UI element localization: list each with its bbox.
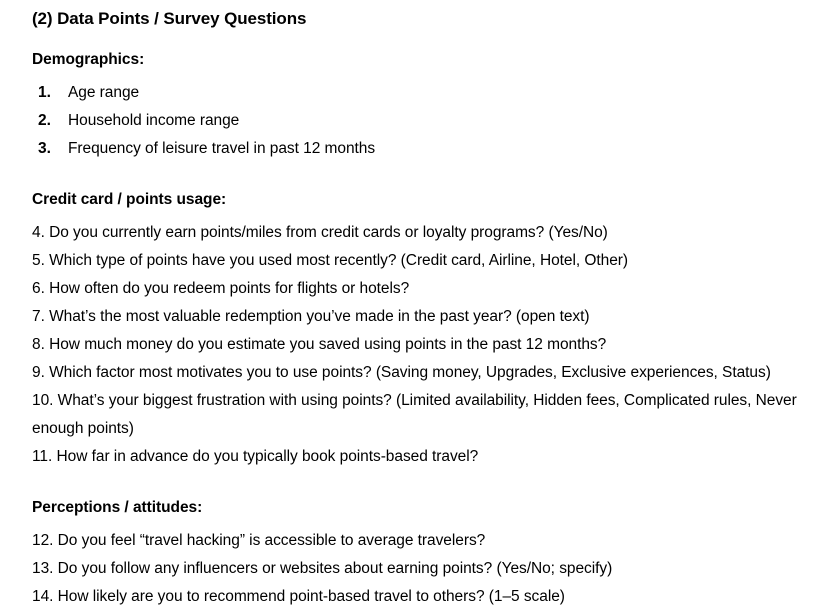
document-content <box>32 8 804 611</box>
survey-question-12: 12. Do you feel “travel hacking” is accessible to average travelers? <box>32 532 486 549</box>
survey-question-7: 7. What’s the most valuable redemption you’ve made in the past year? (open text) <box>32 308 590 325</box>
list-item: Household income range <box>68 112 240 129</box>
survey-question-10: 10. What’s your biggest frustration with using points? (Limited availability, Hidden fees, Complicated rules, Never enough points) <box>32 392 797 437</box>
survey-question-5: 5. Which type of points have you used most recently? (Credit card, Airline, Hotel, Other) <box>32 252 629 269</box>
survey-question-4: 4. Do you currently earn points/miles from credit cards or loyalty programs? (Yes/No) <box>32 224 608 241</box>
survey-question-8: 8. How much money do you estimate you saved using points in the past 12 months? <box>32 336 607 353</box>
section-heading-perceptions-attitudes: Perceptions / attitudes: <box>32 499 203 516</box>
survey-question-9: 9. Which factor most motivates you to use points? (Saving money, Upgrades, Exclusive experiences, Status) <box>32 364 771 381</box>
list-item: Frequency of leisure travel in past 12 months <box>68 140 376 157</box>
section-heading-demographics: Demographics: <box>32 51 145 68</box>
list-item: Age range <box>68 84 140 101</box>
demographics-list <box>32 79 804 163</box>
survey-question-13: 13. Do you follow any influencers or websites about earning points? (Yes/No; specify) <box>32 560 613 577</box>
survey-question-11: 11. How far in advance do you typically book points-based travel? <box>32 448 479 465</box>
page-title: (2) Data Points / Survey Questions <box>32 9 307 28</box>
survey-question-14: 14. How likely are you to recommend point-based travel to others? (1–5 scale) <box>32 588 565 605</box>
section-heading-credit-card-points-usage: Credit card / points usage: <box>32 191 227 208</box>
survey-question-6: 6. How often do you redeem points for flights or hotels? <box>32 280 410 297</box>
